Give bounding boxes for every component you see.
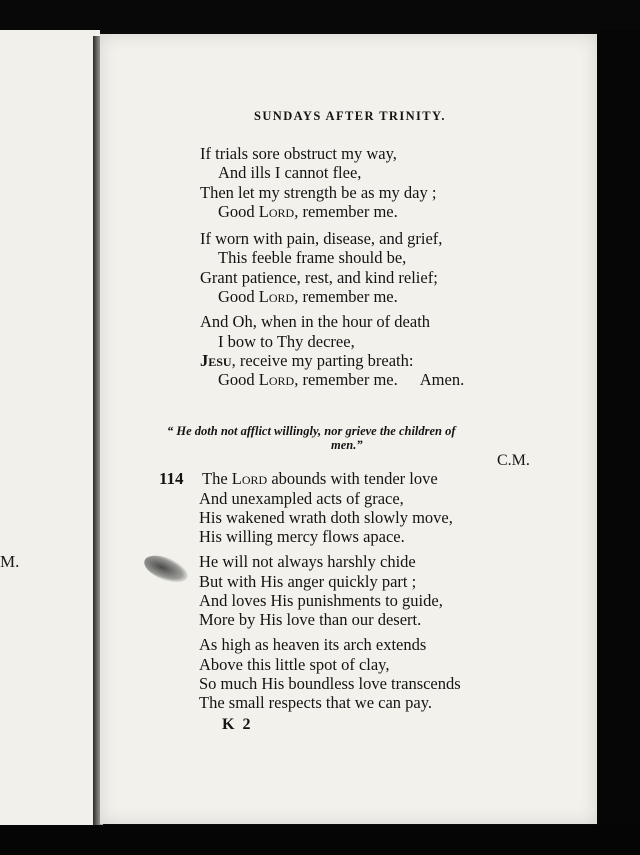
verse-line: And Oh, when in the hour of death (200, 312, 431, 331)
facing-page-fragment: M. (0, 552, 20, 571)
meter-label: C.M. (497, 452, 530, 469)
verse-line: And unexampled acts of grace, (199, 489, 404, 508)
refrain-post: , remember me. (294, 370, 398, 389)
epigraph-end: men.” (331, 438, 363, 452)
running-header: SUNDAYS AFTER TRINITY. (254, 109, 446, 123)
facing-page (0, 30, 100, 825)
verse-line: Grant patience, rest, and kind relief; (200, 268, 438, 287)
verse-line: But with His anger quickly part ; (199, 572, 417, 591)
first-line-post: abounds with tender love (267, 469, 438, 488)
verse-line: His willing mercy flows apace. (199, 527, 405, 546)
lord-word: Lord (258, 287, 295, 306)
verse-line: And loves His punishments to guide, (199, 591, 443, 610)
verse-line: He will not always harshly chide (199, 552, 416, 571)
jesu-word: Jesu (200, 351, 232, 370)
lord-word: Lord (231, 469, 268, 488)
refrain-pre: Good (218, 287, 259, 306)
first-line-pre: The (202, 469, 232, 488)
scan-border-bottom (0, 825, 640, 855)
verse-line: His wakened wrath doth slowly move, (199, 508, 453, 527)
verse-line: If worn with pain, disease, and grief, (200, 229, 443, 248)
verse-line: More by His love than our desert. (199, 610, 422, 629)
refrain-line (218, 370, 464, 390)
verse-line: Then let my strength be as my day ; (200, 183, 437, 202)
refrain-pre: Good (218, 370, 259, 389)
refrain-pre: Good (218, 202, 259, 221)
verse-line: Above this little spot of clay, (199, 655, 390, 674)
epigraph: “ He doth not afflict willingly, nor grieve the children of (167, 424, 456, 438)
scan-border-right (597, 30, 640, 855)
verse-line: As high as heaven its arch extends (199, 635, 427, 654)
lord-word: Lord (258, 370, 295, 389)
refrain-line (218, 202, 398, 222)
verse-line: I bow to Thy decree, (218, 332, 355, 351)
verse-line (202, 469, 438, 489)
signature-mark: K 2 (222, 716, 253, 733)
amen: Amen. (419, 370, 465, 389)
verse-line: If trials sore obstruct my way, (200, 144, 397, 163)
hymn-number: 114 (159, 469, 184, 488)
refrain-line (218, 287, 398, 307)
verse-line: The small respects that we can pay. (199, 693, 433, 712)
refrain-post: , remember me. (294, 287, 398, 306)
verse-line: And ills I cannot flee, (218, 163, 362, 182)
verse-line: This feeble frame should be, (218, 248, 407, 267)
lord-word: Lord (258, 202, 295, 221)
jesu-line-rest: , receive my parting breath: (231, 351, 414, 370)
verse-line: So much His boundless love transcends (199, 674, 461, 693)
verse-line (200, 351, 413, 371)
refrain-post: , remember me. (294, 202, 398, 221)
scan-border-top (0, 0, 640, 32)
